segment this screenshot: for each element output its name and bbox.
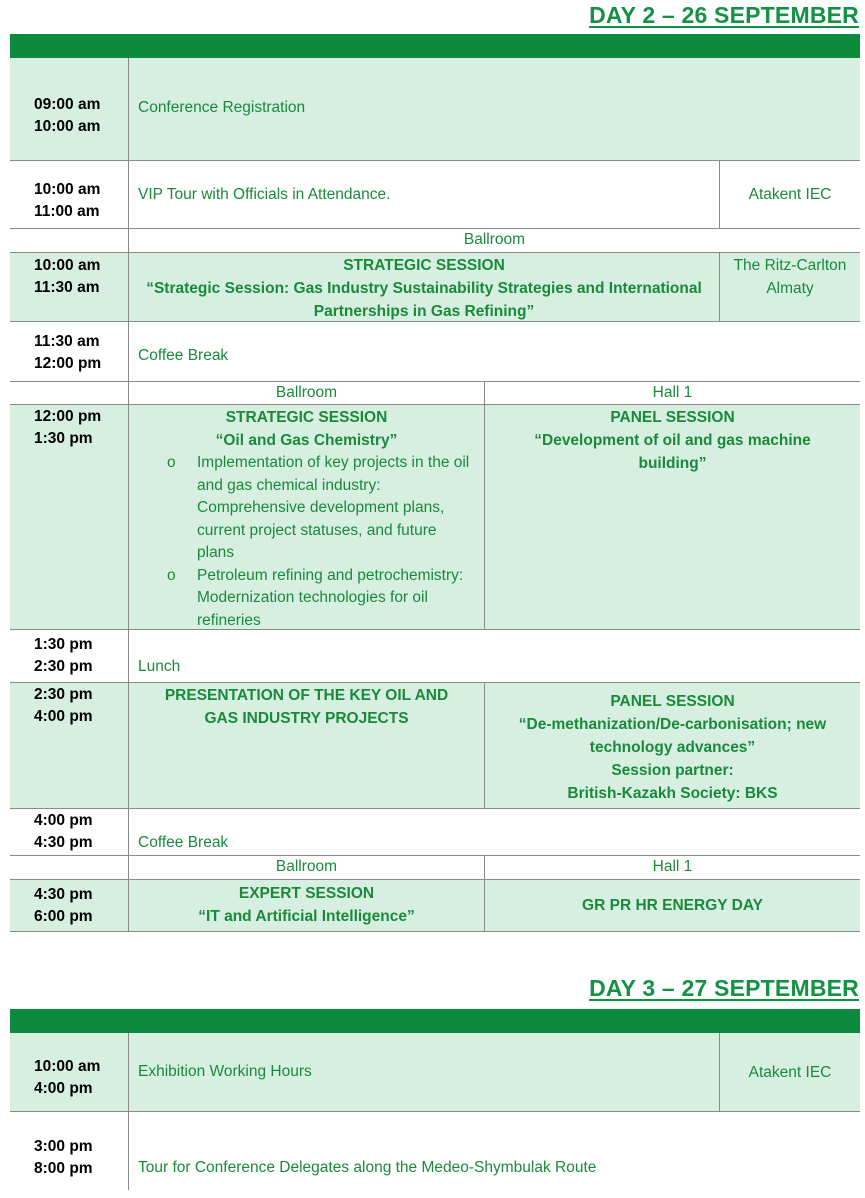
session-heading: STRATEGIC SESSION xyxy=(225,409,388,426)
time-cell xyxy=(10,405,128,629)
time-cell xyxy=(10,630,128,682)
time-end: 11:00 am xyxy=(34,202,100,220)
row-room-labels xyxy=(10,855,860,879)
row-strategic-session-2 xyxy=(10,404,860,629)
time-end: 10:00 am xyxy=(34,118,101,135)
row-room-label xyxy=(10,228,860,252)
time-end: 2:30 pm xyxy=(34,658,93,675)
list-item: o Petroleum refining and petrochemistry: Modernization technologies for oil refineries xyxy=(167,565,476,633)
row-medeo-tour xyxy=(10,1111,860,1190)
session-text: Conference Registration xyxy=(128,58,860,160)
time-start: 10:00 am xyxy=(34,257,101,274)
time-end: 4:30 pm xyxy=(34,834,93,851)
session-title: “De-methanization/De-carbonisation; new technology advances” xyxy=(518,716,827,756)
row-vip-tour xyxy=(10,160,860,228)
session-text: Coffee Break xyxy=(128,322,860,381)
time-end: 4:00 pm xyxy=(34,1080,93,1097)
venue-cell: The Ritz-Carlton Almaty xyxy=(719,253,860,321)
room-label-hall-1: Hall 1 xyxy=(484,382,860,404)
room-label-ballroom: Ballroom xyxy=(128,856,484,879)
time-start: 11:30 am xyxy=(34,332,100,350)
session-heading: PANEL SESSION xyxy=(610,409,735,426)
row-room-labels xyxy=(10,381,860,404)
time-start: 12:00 pm xyxy=(34,408,102,425)
day3-title: DAY 3 – 27 SEPTEMBER xyxy=(589,975,859,1001)
time-end: 8:00 pm xyxy=(34,1160,93,1177)
row-expert-session xyxy=(10,879,860,932)
room-label-ballroom: Ballroom xyxy=(128,382,484,404)
time-start: 1:30 pm xyxy=(34,636,93,653)
session-partner-label: Session partner: xyxy=(611,762,734,779)
row-coffee-break-1 xyxy=(10,321,860,381)
ballroom-session-cell: PRESENTATION OF THE KEY OIL AND GAS INDUSTRY PROJECTS xyxy=(128,683,484,808)
day2-schedule-table xyxy=(10,34,860,925)
table-header-bar xyxy=(10,1009,860,1033)
venue-cell: Atakent IEC xyxy=(719,161,860,228)
time-start: 09:00 am xyxy=(34,96,101,113)
time-start: 3:00 pm xyxy=(34,1138,93,1155)
row-conference-registration xyxy=(10,58,860,160)
time-cell xyxy=(10,1033,128,1111)
session-title: “Strategic Session: Gas Industry Sustainability Strategies and International Partnerships in Gas Refining” xyxy=(146,280,702,320)
time-start: 4:30 pm xyxy=(34,885,93,903)
row-exhibition-hours xyxy=(10,1033,860,1111)
session-heading: EXPERT SESSION xyxy=(238,885,375,902)
day3-schedule-table xyxy=(10,1009,860,1190)
room-label-ballroom: Ballroom xyxy=(128,229,860,252)
venue-cell: Atakent IEC xyxy=(719,1033,860,1111)
room-label-hall-1: Hall 1 xyxy=(484,856,860,879)
time-start: 10:00 am xyxy=(34,180,101,198)
time-cell xyxy=(10,809,128,855)
time-cell xyxy=(10,1112,128,1190)
time-end: 11:30 am xyxy=(34,279,100,296)
ballroom-session-cell xyxy=(128,880,484,931)
session-title: “IT and Artificial Intelligence” xyxy=(198,908,415,925)
time-cell xyxy=(10,161,128,228)
list-item: o Implementation of key projects in the oil and gas chemical industry: Comprehensive development plans, current project statuses, and future plans xyxy=(167,452,476,565)
time-end: 4:00 pm xyxy=(34,708,93,725)
hall1-session-cell: GR PR HR ENERGY DAY xyxy=(484,880,860,931)
time-start: 10:00 am xyxy=(34,1058,101,1075)
session-title: “Development of oil and gas machine building” xyxy=(534,432,811,472)
time-cell xyxy=(10,880,128,931)
time-cell xyxy=(10,58,128,160)
time-cell-empty xyxy=(10,382,128,404)
hall1-session-cell xyxy=(484,405,860,629)
time-start: 2:30 pm xyxy=(34,686,93,703)
row-strategic-session-1 xyxy=(10,252,860,321)
time-start: 4:00 pm xyxy=(34,812,93,829)
row-coffee-break-2 xyxy=(10,808,860,855)
session-partner: British-Kazakh Society: BKS xyxy=(567,785,778,802)
session-topics-list xyxy=(129,452,484,632)
row-lunch xyxy=(10,629,860,682)
session-heading: PANEL SESSION xyxy=(610,693,735,710)
session-title: “Oil and Gas Chemistry” xyxy=(215,432,398,449)
time-cell-empty xyxy=(10,229,128,252)
time-cell xyxy=(10,253,128,321)
time-end: 6:00 pm xyxy=(34,907,93,925)
hall1-session-cell xyxy=(484,683,860,808)
time-cell xyxy=(10,322,128,381)
ballroom-session-cell xyxy=(128,405,484,629)
session-text: VIP Tour with Officials in Attendance. xyxy=(128,161,719,228)
session-text: Coffee Break xyxy=(128,809,860,855)
session-heading: STRATEGIC SESSION xyxy=(343,257,505,274)
day2-title: DAY 2 – 26 SEPTEMBER xyxy=(589,2,859,28)
row-presentation-key-projects xyxy=(10,682,860,808)
session-text: Tour for Conference Delegates along the Medeo-Shymbulak Route xyxy=(128,1112,860,1190)
table-header-bar xyxy=(10,34,860,58)
session-text: Exhibition Working Hours xyxy=(128,1033,719,1111)
time-cell xyxy=(10,683,128,808)
time-cell-empty xyxy=(10,856,128,879)
session-cell xyxy=(128,253,719,321)
session-text: Lunch xyxy=(128,630,860,682)
time-end: 1:30 pm xyxy=(34,430,93,447)
time-end: 12:00 pm xyxy=(34,354,102,372)
